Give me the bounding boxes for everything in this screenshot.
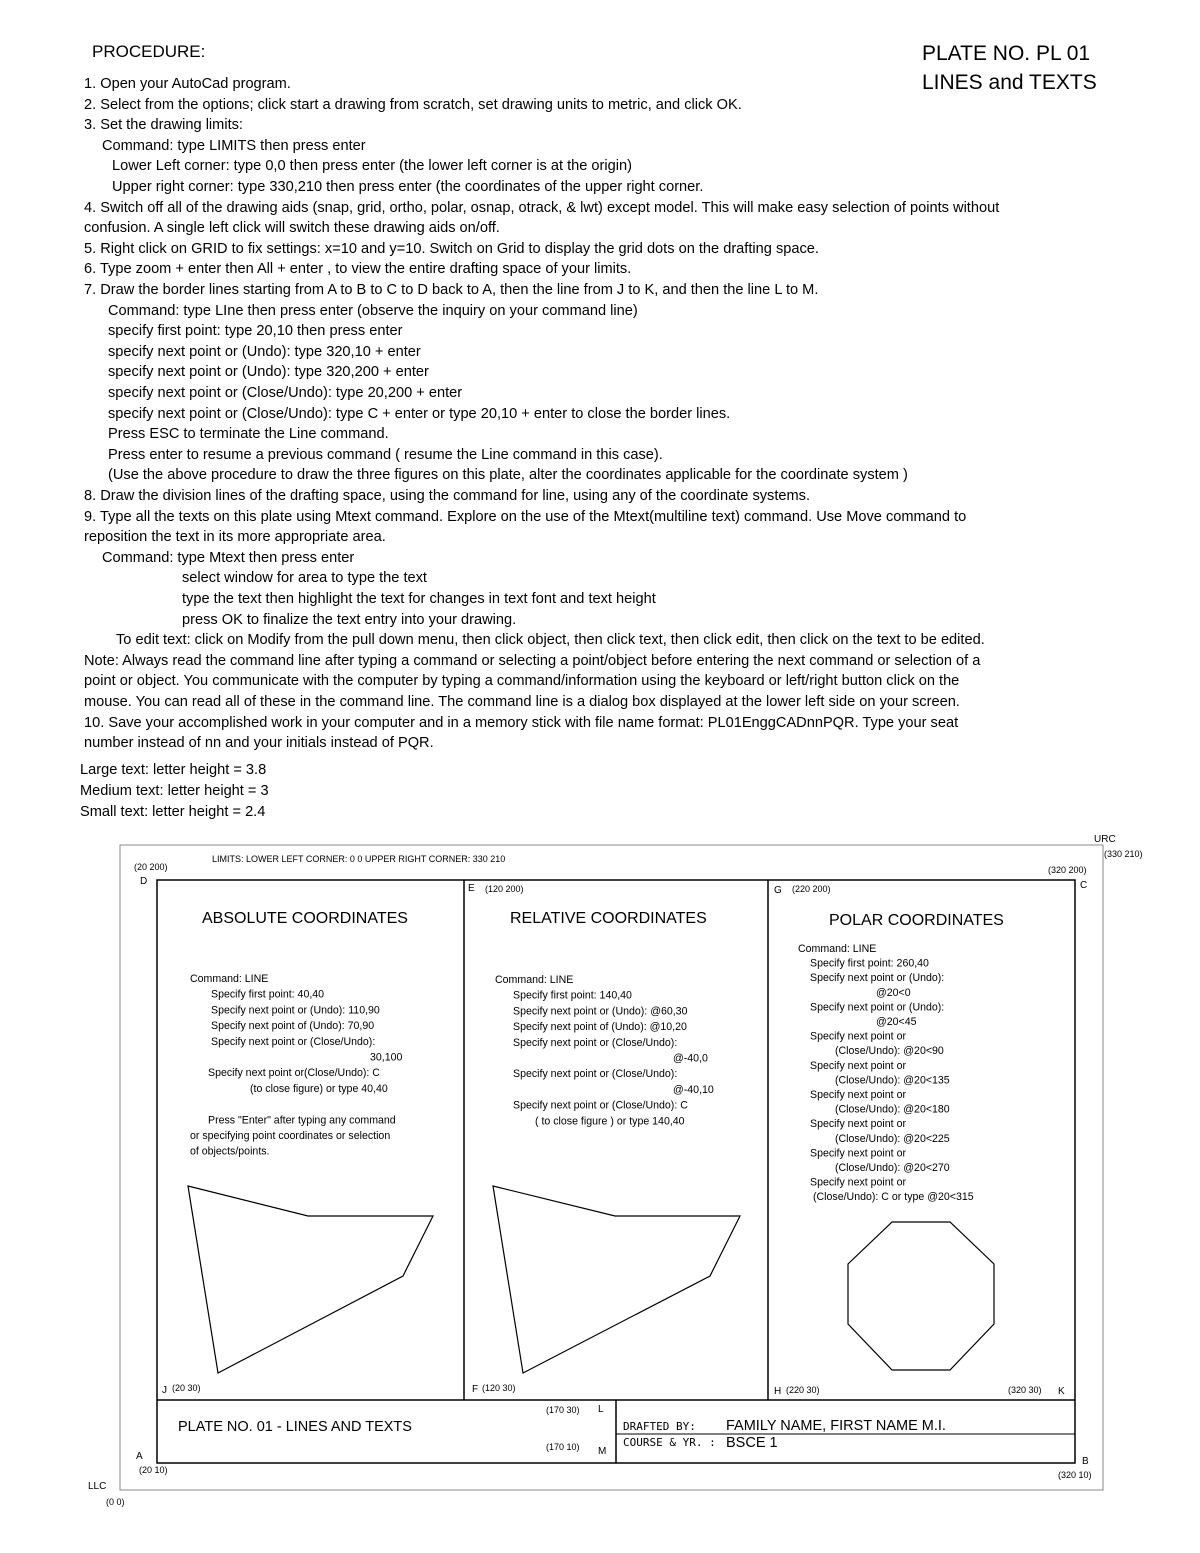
polar-command-line: Specify next point or — [810, 1089, 906, 1101]
absolute-command-line: of objects/points. — [190, 1145, 270, 1158]
absolute-command-line: Press "Enter" after typing any command — [208, 1114, 396, 1127]
absolute-command-line: 30,100 — [370, 1051, 403, 1064]
relative-command-line: @-40,10 — [673, 1083, 714, 1096]
procedure-title: PROCEDURE: — [92, 42, 206, 61]
absolute-title: ABSOLUTE COORDINATES — [202, 910, 408, 927]
procedure-line: mouse. You can read all of these in the command line. The command line is a dialog box displayed at the lower left side on your screen. — [84, 694, 960, 710]
procedure-line: 5. Right click on GRID to fix settings: x=10 and y=10. Switch on Grid to display the grid dots on the drafting space. — [84, 240, 819, 257]
relative-command-line: Specify first point: 140,40 — [513, 989, 632, 1002]
text-size-large: Large text: letter height = 3.8 — [80, 762, 267, 778]
label-d-coord: (20 200) — [134, 862, 168, 872]
polar-commands — [798, 943, 974, 1203]
label-llc-coord: (0 0) — [106, 1497, 125, 1507]
polar-command-line: (Close/Undo): @20<135 — [835, 1074, 950, 1087]
text-size-small: Small text: letter height = 2.4 — [80, 804, 266, 820]
polar-command-line: (Close/Undo): @20<225 — [835, 1132, 950, 1145]
plate-name: LINES and TEXTS — [922, 71, 1097, 94]
polar-command-line: Specify next point or — [810, 1059, 906, 1072]
procedure-line: specify next point or (Undo): type 320,200 + enter — [108, 364, 429, 381]
procedure-line: 8. Draw the division lines of the drafting space, using the command for line, using any of the coordinate systems. — [84, 488, 811, 504]
procedure-line: Command: type LIne then press enter (observe the inquiry on your command line) — [108, 302, 638, 319]
label-e: E — [468, 883, 475, 894]
procedure-line: 9. Type all the texts on this plate using Mtext command. Explore on the use of the Mtext(multiline text) command. Use Move command to — [84, 508, 967, 525]
polar-command-line: (Close/Undo): @20<90 — [835, 1045, 944, 1058]
label-c: C — [1080, 880, 1088, 891]
polar-command-line: Specify next point or — [810, 1147, 906, 1160]
absolute-commands — [190, 973, 403, 1158]
polar-command-line: @20<45 — [876, 1016, 917, 1028]
label-d: D — [140, 876, 148, 887]
polar-command-line: Specify next point or — [810, 1176, 906, 1189]
polar-command-line: Specify first point: 260,40 — [810, 957, 929, 970]
procedure-line: 7. Draw the border lines starting from A to B to C to D back to A, then the line from J to K, and then the line L to M. — [84, 282, 819, 298]
polar-command-line: Specify next point or — [810, 1030, 906, 1043]
procedure-line: 6. Type zoom + enter then All + enter , to view the entire drafting space of your limits. — [84, 261, 632, 278]
limits-note: LIMITS: LOWER LEFT CORNER: 0 0 UPPER RIGHT CORNER: 330 210 — [212, 854, 506, 864]
procedure-line: reposition the text in its more appropriate area. — [84, 529, 386, 546]
absolute-command-line: Specify first point: 40,40 — [211, 988, 325, 1001]
polar-command-line: Specify next point or (Undo): — [810, 1001, 945, 1014]
label-f: F — [472, 1384, 479, 1395]
label-a: A — [136, 1451, 143, 1462]
label-h: H — [774, 1386, 782, 1397]
label-k: K — [1058, 1386, 1065, 1397]
polar-command-line: Command: LINE — [798, 943, 877, 955]
drafted-by-value: FAMILY NAME, FIRST NAME M.I. — [726, 1418, 946, 1434]
label-urc-coord: (330 210) — [1104, 849, 1143, 859]
course-label: COURSE & YR. : — [623, 1436, 716, 1449]
procedure-line: Command: type LIMITS then press enter — [102, 137, 366, 154]
relative-command-line: ( to close figure ) or type 140,40 — [535, 1115, 685, 1128]
relative-command-line: Specify next point of (Undo): @10,20 — [513, 1021, 687, 1034]
polar-command-line: (Close/Undo): @20<270 — [835, 1162, 950, 1174]
relative-commands — [495, 974, 714, 1127]
procedure-line: Command: type Mtext then press enter — [102, 549, 355, 566]
polar-command-line: (Close/Undo): C or type @20<315 — [813, 1191, 974, 1204]
procedure-line: press OK to finalize the text entry into your drawing. — [182, 611, 517, 628]
absolute-command-line: Specify next point or (Undo): 110,90 — [211, 1004, 380, 1017]
polar-command-line: Specify next point or (Undo): — [810, 972, 945, 985]
procedure-line: specify next point or (Close/Undo): type C + enter or type 20,10 + enter to close the border lines. — [108, 405, 731, 422]
procedure-line: 3. Set the drawing limits: — [84, 117, 243, 134]
label-l: L — [598, 1404, 604, 1415]
procedure-line: specify next point or (Close/Undo): type 20,200 + enter — [108, 385, 463, 401]
relative-command-line: Command: LINE — [495, 974, 574, 986]
polar-title: POLAR COORDINATES — [829, 912, 1004, 929]
procedure-line: 2. Select from the options; click start a drawing from scratch, set drawing units to metric, and click OK. — [84, 96, 742, 113]
procedure-line: Lower Left corner: type 0,0 then press enter (the lower left corner is at the origin) — [112, 158, 632, 175]
title-block-plate-title: PLATE NO. 01 - LINES AND TEXTS — [178, 1419, 412, 1435]
relative-command-line: Specify next point or (Close/Undo): C — [513, 1099, 688, 1112]
procedure-line: (Use the above procedure to draw the three figures on this plate, alter the coordinates applicable for the coordinate system ) — [108, 467, 908, 484]
procedure-line: 10. Save your accomplished work in your computer and in a memory stick with file name format: PL01EnggCADnnPQR. Type your seat — [84, 714, 959, 731]
label-k-coord: (320 30) — [1008, 1385, 1042, 1395]
procedure-line: type the text then highlight the text for changes in text font and text height — [182, 591, 656, 607]
absolute-command-line: Specify next point or(Close/Undo): C — [208, 1067, 380, 1080]
absolute-command-line: or specifying point coordinates or selection — [190, 1130, 391, 1142]
polar-command-line: @20<0 — [876, 986, 911, 999]
polar-command-line: (Close/Undo): @20<180 — [835, 1103, 950, 1116]
absolute-command-line: (to close figure) or type 40,40 — [250, 1082, 388, 1095]
polar-octagon — [848, 1222, 994, 1370]
procedure-line: Note: Always read the command line after typing a command or selecting a point/object before entering the next command or selection of a — [84, 652, 981, 669]
relative-command-line: Specify next point or (Undo): @60,30 — [513, 1005, 688, 1018]
relative-figure — [493, 1186, 740, 1373]
limits-boundary — [120, 845, 1103, 1490]
procedure-line: select window for area to type the text — [182, 570, 427, 587]
label-g-coord: (220 200) — [792, 884, 831, 894]
course-value: BSCE 1 — [726, 1435, 778, 1451]
label-urc: URC — [1094, 834, 1116, 845]
text-size-medium: Medium text: letter height = 3 — [80, 783, 269, 799]
relative-command-line: Specify next point or (Close/Undo): — [513, 1036, 678, 1049]
absolute-command-line: Specify next point of (Undo): 70,90 — [211, 1020, 375, 1033]
absolute-figure — [188, 1186, 433, 1373]
procedure-line: To edit text: click on Modify from the pull down menu, then click object, then click text, then click edit, then click on the text to be edited. — [116, 632, 985, 649]
label-llc: LLC — [88, 1481, 107, 1492]
relative-title: RELATIVE COORDINATES — [510, 910, 707, 927]
absolute-command-line: Command: LINE — [190, 973, 269, 985]
drafted-by-label: DRAFTED BY: — [623, 1420, 696, 1433]
procedure-line: Upper right corner: type 330,210 then press enter (the coordinates of the upper right corner. — [112, 179, 704, 195]
label-l-coord: (170 30) — [546, 1405, 580, 1415]
procedure-line: specify first point: type 20,10 then press enter — [108, 323, 403, 340]
polar-command-line: Specify next point or — [810, 1118, 906, 1131]
label-g: G — [774, 885, 782, 896]
label-f-coord: (120 30) — [482, 1383, 516, 1393]
label-h-coord: (220 30) — [786, 1385, 820, 1395]
absolute-command-line: Specify next point or (Close/Undo): — [211, 1035, 376, 1048]
label-a-coord: (20 10) — [139, 1465, 168, 1475]
label-c-coord: (320 200) — [1048, 865, 1087, 875]
procedure-line: number instead of nn and your initials instead of PQR. — [84, 735, 434, 752]
label-j: J — [162, 1385, 167, 1396]
procedure-line: Press ESC to terminate the Line command. — [108, 426, 389, 443]
label-j-coord: (20 30) — [172, 1383, 201, 1393]
label-m: M — [598, 1446, 607, 1457]
label-m-coord: (170 10) — [546, 1442, 580, 1452]
relative-command-line: Specify next point or (Close/Undo): — [513, 1068, 678, 1081]
procedure-line: Press enter to resume a previous command ( resume the Line command in this case). — [108, 446, 663, 463]
relative-command-line: @-40,0 — [673, 1052, 708, 1065]
procedure-line: point or object. You communicate with the computer by typing a command/information using the keyboard or left/right button click on the — [84, 673, 960, 690]
procedure-line: 1. Open your AutoCad program. — [84, 76, 291, 92]
label-b: B — [1082, 1456, 1089, 1467]
plate-number: PLATE NO. PL 01 — [922, 42, 1091, 65]
label-e-coord: (120 200) — [485, 884, 524, 894]
procedure-line: confusion. A single left click will switch these drawing aids on/off. — [84, 220, 500, 237]
procedure-line: 4. Switch off all of the drawing aids (snap, grid, ortho, polar, osnap, otrack, & lwt) except model. This will make easy selection of points without — [84, 199, 1000, 216]
label-b-coord: (320 10) — [1058, 1470, 1092, 1480]
procedure-line: specify next point or (Undo): type 320,10 + enter — [108, 343, 421, 360]
